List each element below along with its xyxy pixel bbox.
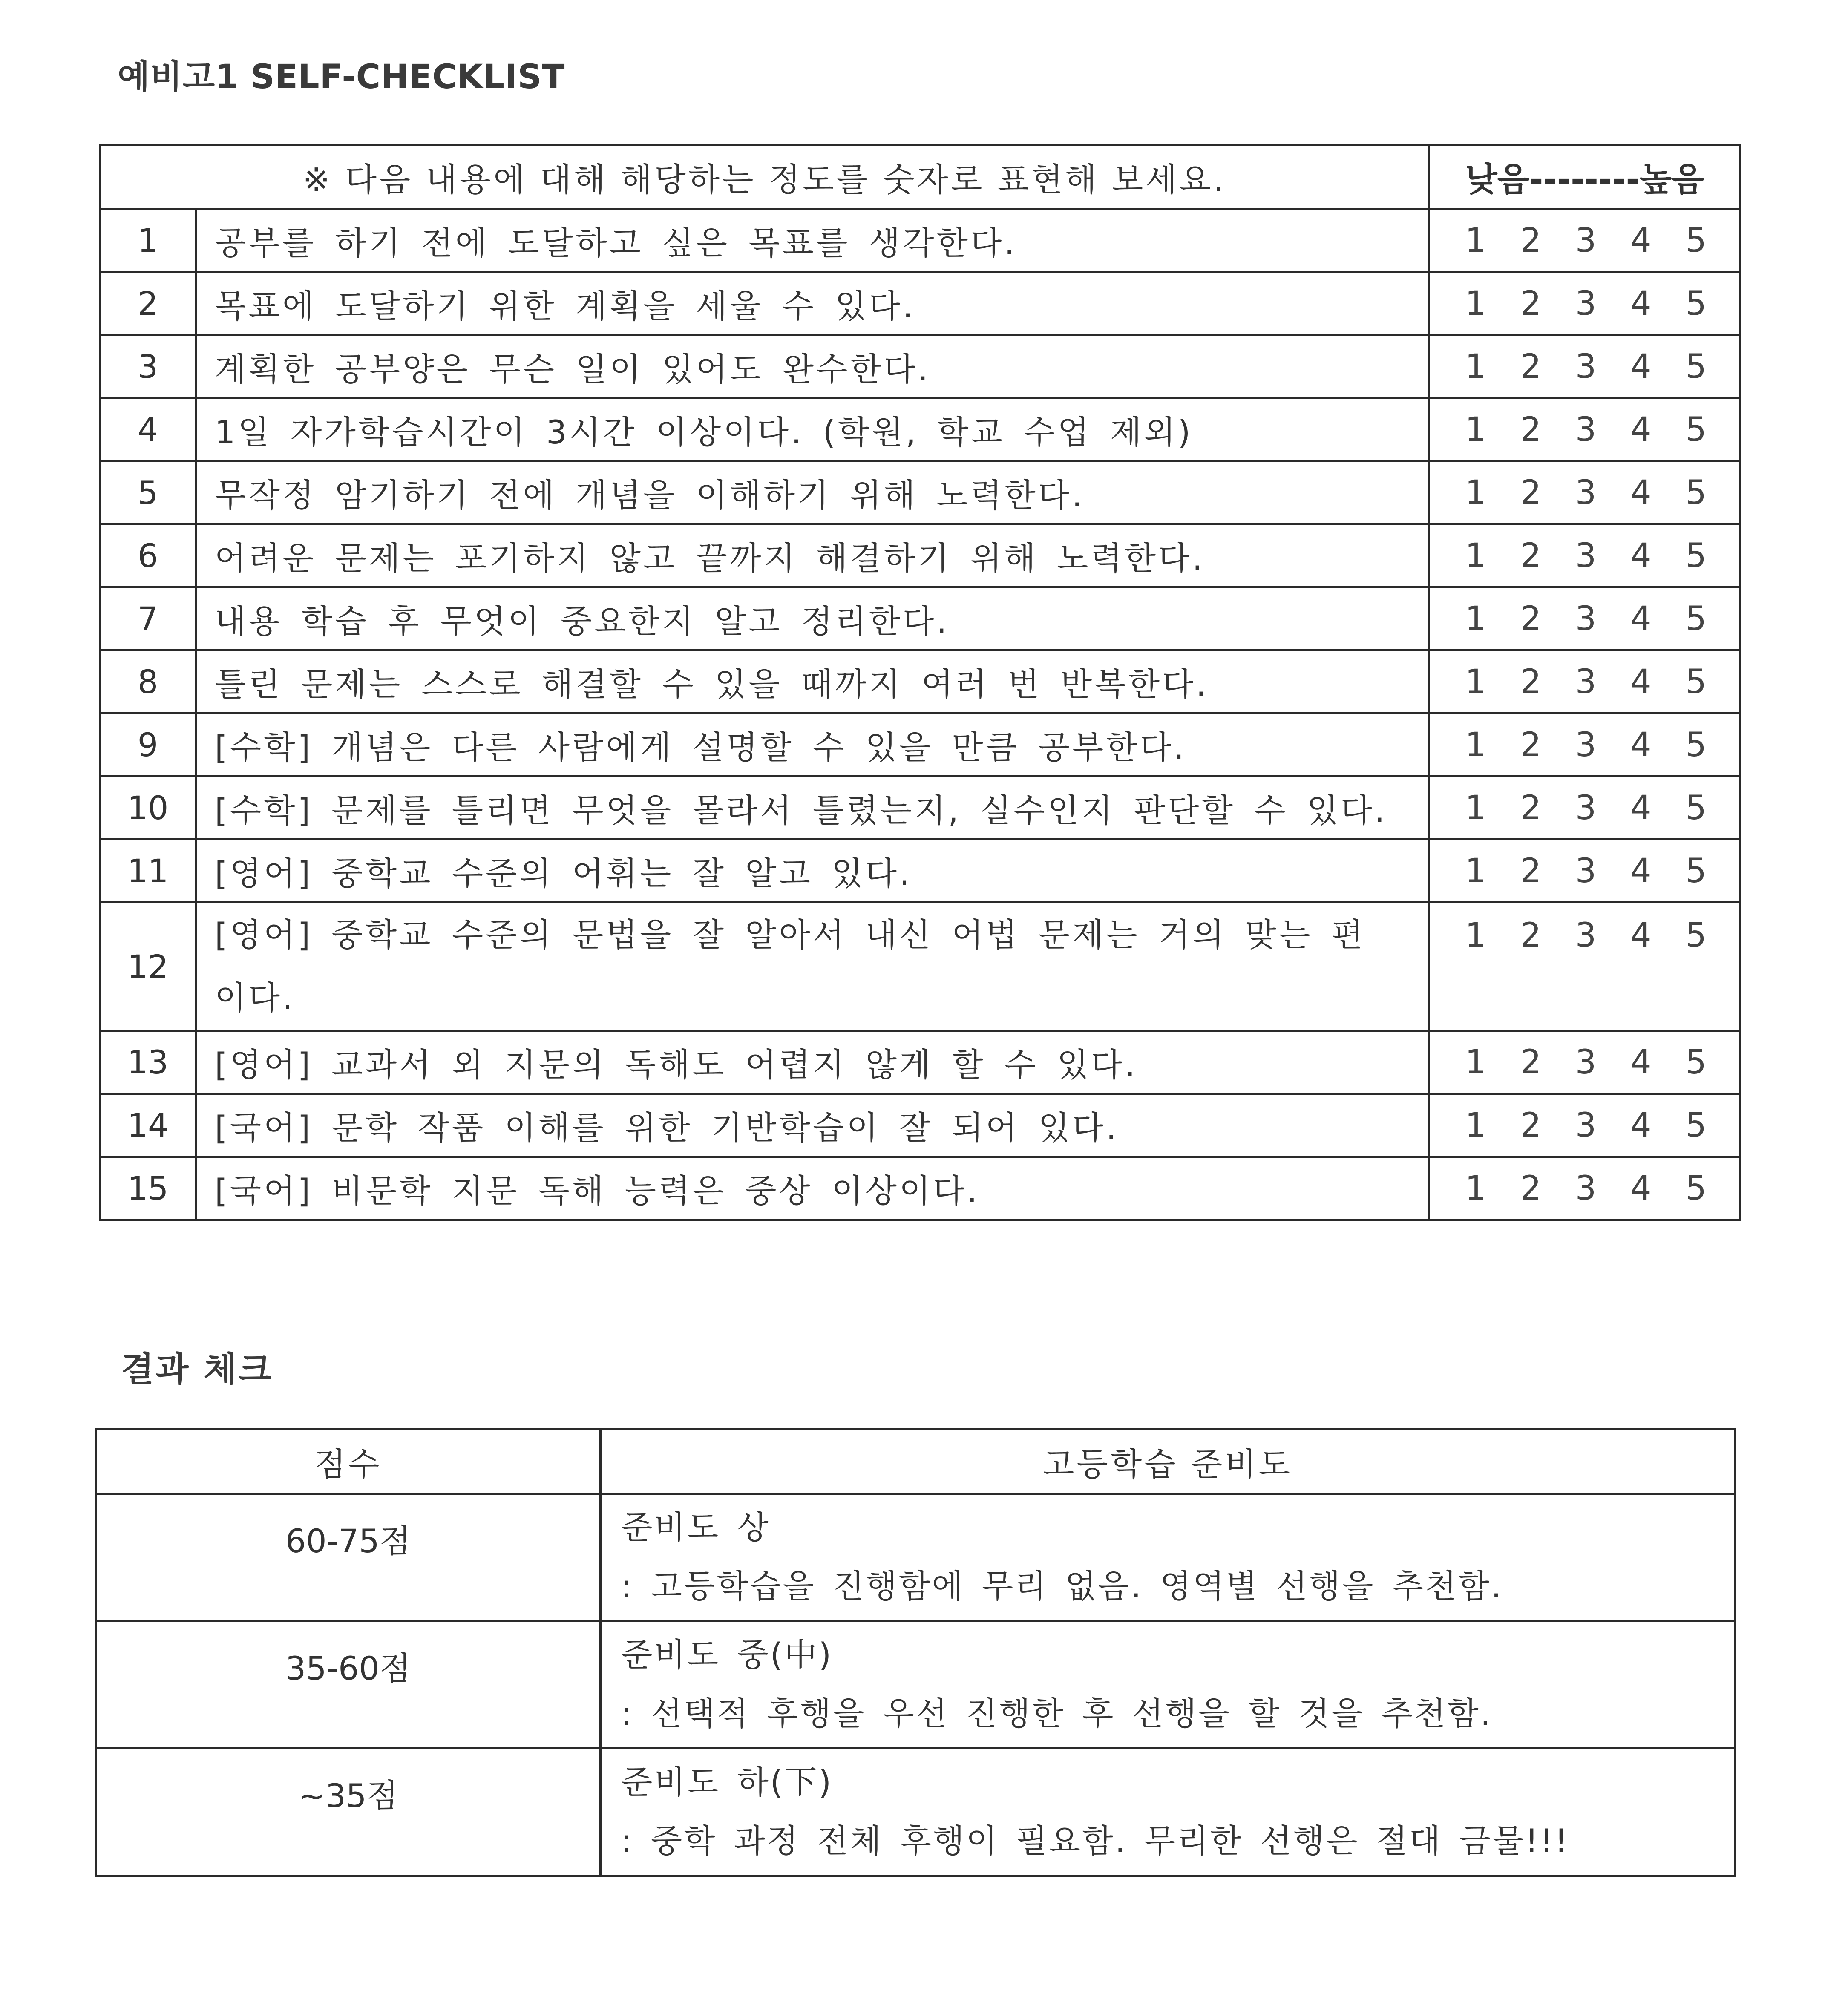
rating-scale — [1429, 524, 1740, 587]
rating-option[interactable]: 5 — [1685, 599, 1707, 638]
item-statement-text: 공부를 하기 전에 도달하고 싶은 목표를 생각한다. — [215, 224, 1017, 262]
rating-scale — [1429, 272, 1740, 335]
rating-scale — [1429, 1031, 1740, 1094]
rating-option[interactable]: 2 — [1520, 221, 1541, 260]
rating-option[interactable]: 5 — [1685, 1043, 1707, 1082]
checklist-row — [100, 398, 1740, 461]
item-statement-text: 계획한 공부양은 무슨 일이 있어도 완수한다. — [215, 350, 931, 388]
rating-option[interactable]: 1 — [1465, 1043, 1486, 1082]
item-number: 14 — [100, 1094, 196, 1157]
item-number: 8 — [100, 650, 196, 714]
scale-header: 낮음--------높음 — [1429, 145, 1740, 209]
rating-option[interactable]: 2 — [1520, 536, 1541, 575]
item-number: 12 — [100, 903, 196, 1031]
checklist-row — [100, 1094, 1740, 1157]
checklist-row — [100, 1031, 1740, 1094]
rating-option[interactable]: 1 — [1465, 473, 1486, 512]
item-statement-text: [국어] 문학 작품 이해를 위한 기반학습이 잘 되어 있다. — [215, 1109, 1119, 1147]
checklist-body — [100, 209, 1740, 1220]
rating-option[interactable]: 1 — [1465, 347, 1486, 386]
item-number: 7 — [100, 587, 196, 650]
checklist-row — [100, 650, 1740, 714]
rating-option[interactable]: 2 — [1520, 662, 1541, 701]
readiness-column-header: 고등학습 준비도 — [601, 1430, 1735, 1494]
readiness-description: : 중학 과정 전체 후행이 필요함. 무리한 선행은 절대 금물!!! — [621, 1822, 1569, 1860]
rating-scale — [1429, 1157, 1740, 1220]
checklist-row — [100, 840, 1740, 903]
rating-option[interactable]: 3 — [1575, 536, 1597, 575]
item-statement-continuation: 이다. — [215, 979, 295, 1017]
rating-scale — [1429, 714, 1740, 777]
rating-option[interactable]: 4 — [1630, 662, 1652, 701]
rating-option[interactable]: 4 — [1630, 1169, 1652, 1208]
rating-option[interactable]: 3 — [1575, 662, 1597, 701]
rating-option[interactable]: 3 — [1575, 284, 1597, 323]
rating-option[interactable]: 2 — [1520, 347, 1541, 386]
item-statement — [196, 777, 1429, 840]
rating-option[interactable]: 2 — [1520, 1043, 1541, 1082]
item-statement-text: 내용 학습 후 무엇이 중요한지 알고 정리한다. — [215, 602, 950, 640]
rating-option[interactable]: 1 — [1465, 599, 1486, 638]
rating-scale — [1429, 587, 1740, 650]
rating-option[interactable]: 1 — [1465, 662, 1486, 701]
rating-option[interactable]: 5 — [1685, 852, 1707, 890]
item-number: 1 — [100, 209, 196, 272]
item-number: 5 — [100, 461, 196, 524]
results-section-title: 결과 체크 — [121, 1349, 273, 1389]
rating-option[interactable]: 5 — [1685, 662, 1707, 701]
rating-option[interactable]: 3 — [1575, 1106, 1597, 1145]
item-statement-text: 틀린 문제는 스스로 해결할 수 있을 때까지 여러 번 반복한다. — [215, 665, 1209, 703]
item-statement-text: 무작정 암기하기 전에 개념을 이해하기 위해 노력한다. — [215, 476, 1085, 514]
item-statement — [196, 272, 1429, 335]
item-number: 9 — [100, 714, 196, 777]
rating-option[interactable]: 5 — [1685, 221, 1707, 260]
results-table — [95, 1428, 1736, 1877]
checklist-row — [100, 209, 1740, 272]
rating-option[interactable]: 4 — [1630, 221, 1652, 260]
rating-option[interactable]: 3 — [1575, 725, 1597, 764]
rating-option[interactable]: 3 — [1575, 852, 1597, 890]
rating-option[interactable]: 5 — [1685, 473, 1707, 512]
checklist-row — [100, 777, 1740, 840]
rating-option[interactable]: 3 — [1575, 1043, 1597, 1082]
rating-option[interactable]: 4 — [1630, 788, 1652, 827]
item-statement — [196, 714, 1429, 777]
rating-option[interactable]: 4 — [1630, 916, 1652, 955]
rating-option[interactable]: 1 — [1465, 916, 1486, 955]
rating-scale — [1429, 777, 1740, 840]
rating-scale — [1429, 650, 1740, 714]
checklist-row — [100, 714, 1740, 777]
checklist-header-row — [100, 145, 1740, 209]
rating-option[interactable]: 4 — [1630, 1043, 1652, 1082]
rating-option[interactable]: 3 — [1575, 788, 1597, 827]
readiness-cell — [601, 1749, 1735, 1876]
item-statement-text: [영어] 교과서 외 지문의 독해도 어렵지 않게 할 수 있다. — [215, 1046, 1138, 1084]
rating-scale — [1429, 1094, 1740, 1157]
rating-option[interactable]: 1 — [1465, 221, 1486, 260]
readiness-cell — [601, 1494, 1735, 1621]
rating-option[interactable]: 4 — [1630, 536, 1652, 575]
item-number: 10 — [100, 777, 196, 840]
rating-option[interactable]: 5 — [1685, 916, 1707, 955]
rating-option[interactable]: 2 — [1520, 852, 1541, 890]
rating-option[interactable]: 4 — [1630, 852, 1652, 890]
item-statement — [196, 524, 1429, 587]
item-statement — [196, 1157, 1429, 1220]
rating-option[interactable]: 1 — [1465, 284, 1486, 323]
rating-option[interactable]: 1 — [1465, 852, 1486, 890]
results-row — [96, 1621, 1735, 1749]
item-statement-text: 어려운 문제는 포기하지 않고 끝까지 해결하기 위해 노력한다. — [215, 539, 1205, 577]
rating-option[interactable]: 4 — [1630, 410, 1652, 449]
checklist-row — [100, 335, 1740, 398]
rating-scale — [1429, 209, 1740, 272]
rating-scale — [1429, 398, 1740, 461]
item-number: 2 — [100, 272, 196, 335]
rating-option[interactable]: 5 — [1685, 1169, 1707, 1208]
instruction-text: ※ 다음 내용에 대해 해당하는 정도를 숫자로 표현해 보세요. — [100, 145, 1429, 209]
rating-option[interactable]: 2 — [1520, 788, 1541, 827]
item-statement — [196, 1031, 1429, 1094]
rating-option[interactable]: 3 — [1575, 347, 1597, 386]
item-statement-text: [수학] 개념은 다른 사람에게 설명할 수 있을 만큼 공부한다. — [215, 728, 1187, 766]
readiness-level: 준비도 하(下) — [621, 1763, 833, 1801]
item-statement-text: [수학] 문제를 틀리면 무엇을 몰라서 틀렸는지, 실수인지 판단할 수 있다. — [215, 791, 1387, 829]
item-statement-text: [영어] 중학교 수준의 어휘는 잘 알고 있다. — [215, 855, 912, 892]
rating-scale — [1429, 461, 1740, 524]
rating-option[interactable]: 2 — [1520, 725, 1541, 764]
item-number: 4 — [100, 398, 196, 461]
item-statement-text: [국어] 비문학 지문 독해 능력은 중상 이상이다. — [215, 1172, 980, 1210]
score-range: ~35점 — [96, 1749, 601, 1876]
rating-option[interactable]: 4 — [1630, 284, 1652, 323]
item-statement — [196, 335, 1429, 398]
self-checklist-table — [99, 144, 1741, 1221]
results-row — [96, 1494, 1735, 1621]
rating-option[interactable]: 5 — [1685, 725, 1707, 764]
rating-option[interactable]: 5 — [1685, 1106, 1707, 1145]
rating-option[interactable]: 2 — [1520, 473, 1541, 512]
rating-option[interactable]: 4 — [1630, 599, 1652, 638]
rating-option[interactable]: 1 — [1465, 788, 1486, 827]
item-number: 3 — [100, 335, 196, 398]
rating-option[interactable]: 2 — [1520, 916, 1541, 955]
item-number: 13 — [100, 1031, 196, 1094]
rating-scale — [1429, 903, 1740, 1031]
rating-option[interactable]: 3 — [1575, 599, 1597, 638]
item-statement-text: 목표에 도달하기 위한 계획을 세울 수 있다. — [215, 287, 916, 325]
rating-option[interactable]: 1 — [1465, 725, 1486, 764]
rating-option[interactable]: 4 — [1630, 473, 1652, 512]
rating-option[interactable]: 5 — [1685, 347, 1707, 386]
rating-option[interactable]: 5 — [1685, 410, 1707, 449]
score-range: 60-75점 — [96, 1494, 601, 1621]
score-range: 35-60점 — [96, 1621, 601, 1749]
rating-option[interactable]: 3 — [1575, 410, 1597, 449]
rating-option[interactable]: 2 — [1520, 410, 1541, 449]
item-statement-text: [영어] 중학교 수준의 문법을 잘 알아서 내신 어법 문제는 거의 맞는 편 — [215, 916, 1366, 954]
item-number: 11 — [100, 840, 196, 903]
readiness-description: : 고등학습을 진행함에 무리 없음. 영역별 선행을 추천함. — [621, 1567, 1503, 1605]
results-row — [96, 1749, 1735, 1876]
rating-option[interactable]: 1 — [1465, 1106, 1486, 1145]
item-statement — [196, 840, 1429, 903]
page-title: 예비고1 SELF-CHECKLIST — [118, 58, 565, 96]
rating-option[interactable]: 1 — [1465, 1169, 1486, 1208]
item-number: 6 — [100, 524, 196, 587]
rating-option[interactable]: 1 — [1465, 536, 1486, 575]
rating-option[interactable]: 3 — [1575, 221, 1597, 260]
checklist-row — [100, 587, 1740, 650]
checklist-row — [100, 524, 1740, 587]
rating-option[interactable]: 5 — [1685, 536, 1707, 575]
rating-scale — [1429, 335, 1740, 398]
item-statement — [196, 1094, 1429, 1157]
checklist-row — [100, 903, 1740, 1031]
item-statement — [196, 398, 1429, 461]
readiness-level: 준비도 중(中) — [621, 1636, 833, 1674]
rating-option[interactable]: 3 — [1575, 1169, 1597, 1208]
results-header-row — [96, 1430, 1735, 1494]
item-statement — [196, 461, 1429, 524]
rating-option[interactable]: 3 — [1575, 473, 1597, 512]
item-statement-text: 1일 자가학습시간이 3시간 이상이다. (학원, 학교 수업 제외) — [215, 413, 1193, 451]
rating-option[interactable]: 4 — [1630, 1106, 1652, 1145]
rating-option[interactable]: 5 — [1685, 284, 1707, 323]
rating-option[interactable]: 5 — [1685, 788, 1707, 827]
readiness-cell — [601, 1621, 1735, 1749]
checklist-row — [100, 1157, 1740, 1220]
checklist-row — [100, 272, 1740, 335]
rating-option[interactable]: 4 — [1630, 347, 1652, 386]
score-column-header: 점수 — [96, 1430, 601, 1494]
item-statement — [196, 587, 1429, 650]
readiness-level: 준비도 상 — [621, 1508, 770, 1546]
rating-option[interactable]: 3 — [1575, 916, 1597, 955]
rating-option[interactable]: 1 — [1465, 410, 1486, 449]
rating-option[interactable]: 2 — [1520, 1169, 1541, 1208]
item-statement — [196, 209, 1429, 272]
item-number: 15 — [100, 1157, 196, 1220]
rating-option[interactable]: 2 — [1520, 599, 1541, 638]
item-statement — [196, 903, 1429, 1031]
checklist-row — [100, 461, 1740, 524]
rating-option[interactable]: 2 — [1520, 1106, 1541, 1145]
item-statement — [196, 650, 1429, 714]
readiness-description: : 선택적 후행을 우선 진행한 후 선행을 할 것을 추천함. — [621, 1695, 1492, 1732]
rating-scale — [1429, 840, 1740, 903]
rating-option[interactable]: 2 — [1520, 284, 1541, 323]
rating-option[interactable]: 4 — [1630, 725, 1652, 764]
